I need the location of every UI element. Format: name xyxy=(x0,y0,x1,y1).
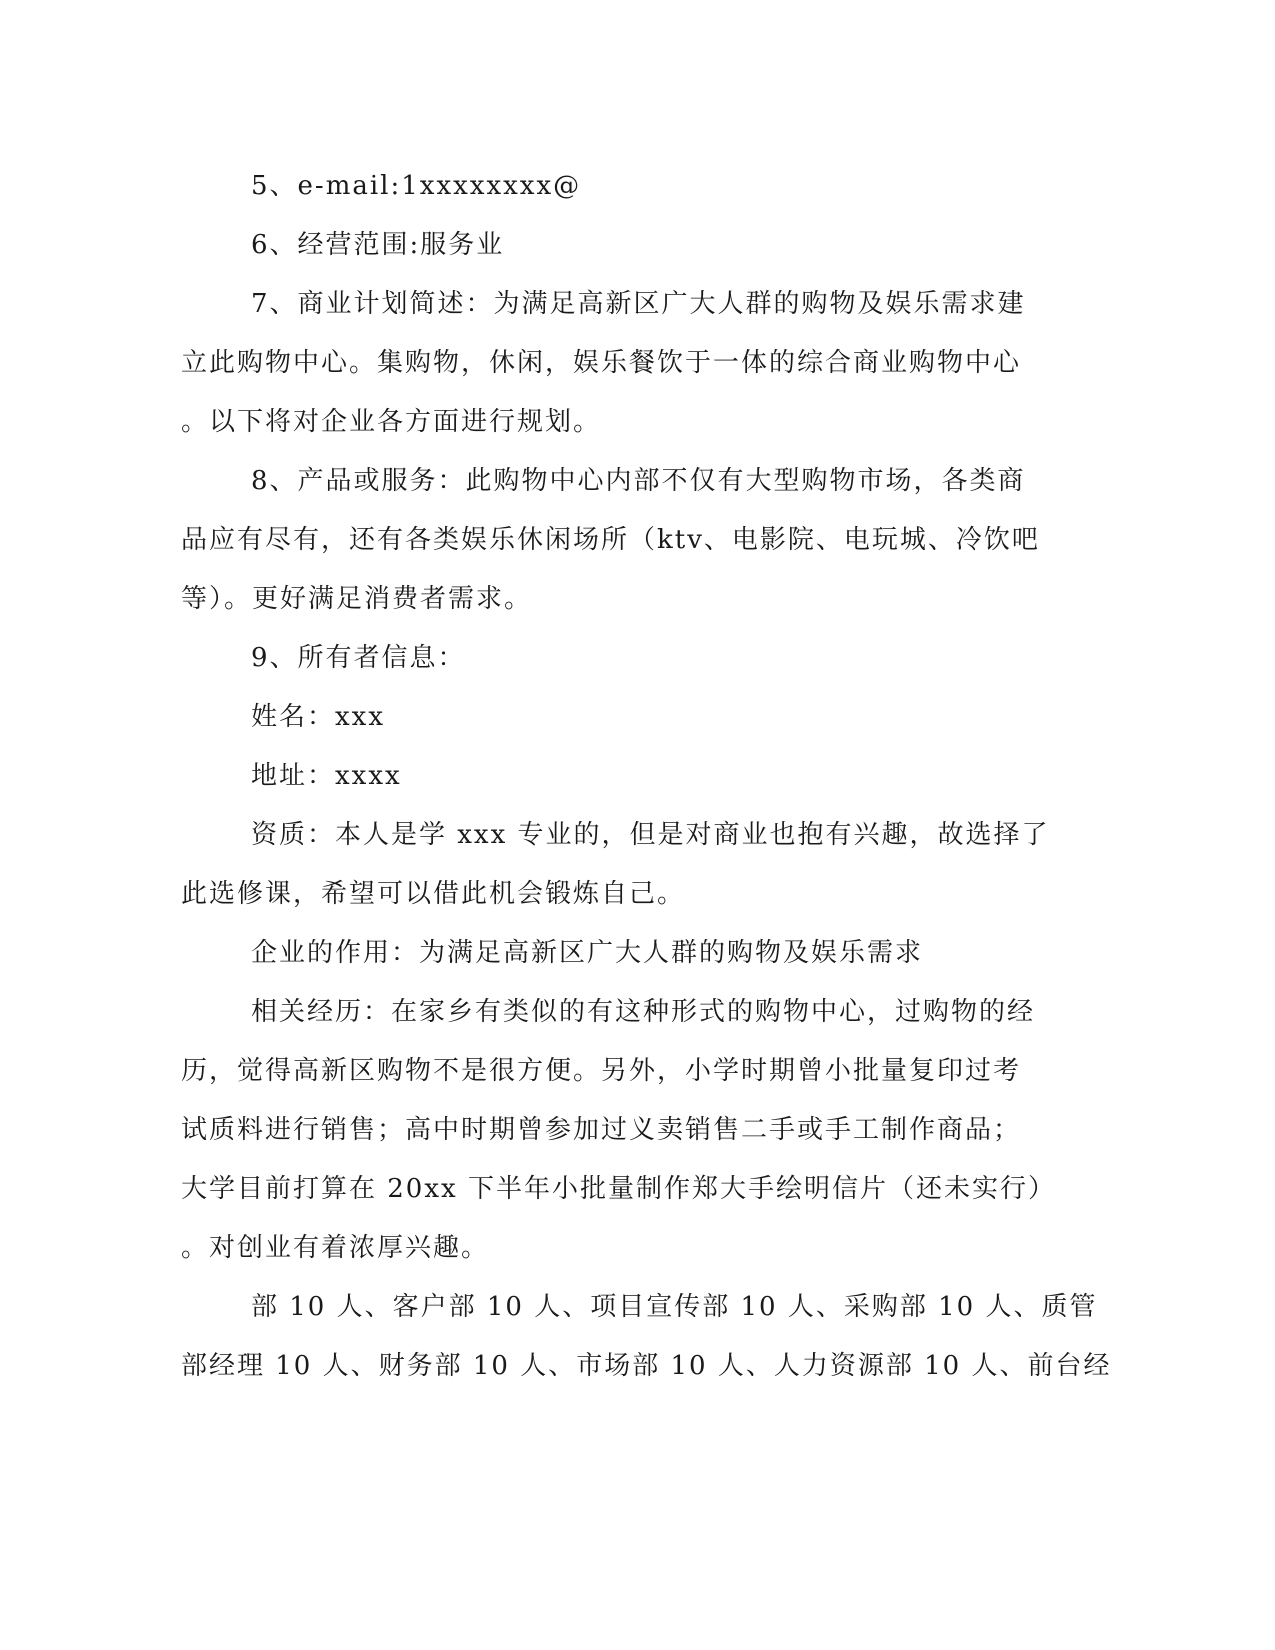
text-line: 品应有尽有，还有各类娱乐休闲场所（ktv、电影院、电玩城、冷饮吧 xyxy=(181,525,1040,555)
text-line: 此选修课，希望可以借此机会锻炼自己。 xyxy=(181,879,686,909)
text-line: 6、经营范围:服务业 xyxy=(251,230,505,260)
text-line: 部 10 人、客户部 10 人、项目宣传部 10 人、采购部 10 人、质管 xyxy=(251,1292,1098,1322)
text-line: 等）。更好满足消费者需求。 xyxy=(181,584,533,614)
text-line: 企业的作用：为满足高新区广大人群的购物及娱乐需求 xyxy=(251,938,924,968)
text-line: 部经理 10 人、财务部 10 人、市场部 10 人、人力资源部 10 人、前台经 xyxy=(181,1351,1112,1381)
text-line: 5、e-mail:1xxxxxxxx@ xyxy=(251,171,582,201)
text-line: 资质：本人是学 xxx 专业的，但是对商业也抱有兴趣，故选择了 xyxy=(251,820,1050,850)
text-line: 相关经历：在家乡有类似的有这种形式的购物中心，过购物的经 xyxy=(251,997,1036,1027)
text-line: 立此购物中心。集购物，休闲，娱乐餐饮于一体的综合商业购物中心 xyxy=(181,348,1022,378)
text-line: 8、产品或服务：此购物中心内部不仅有大型购物市场，各类商 xyxy=(251,466,1026,496)
text-line: 历，觉得高新区购物不是很方便。另外，小学时期曾小批量复印过考 xyxy=(181,1056,1022,1086)
text-line: 姓名：xxx xyxy=(251,702,385,732)
text-line: 。以下将对企业各方面进行规划。 xyxy=(181,407,602,437)
text-line: 9、所有者信息： xyxy=(251,643,466,673)
text-line: 大学目前打算在 20xx 下半年小批量制作郑大手绘明信片（还未实行） xyxy=(181,1174,1056,1204)
text-line: 试质料进行销售；高中时期曾参加过义卖销售二手或手工制作商品； xyxy=(181,1115,1022,1145)
text-line: 。对创业有着浓厚兴趣。 xyxy=(181,1233,490,1263)
text-line: 地址：xxxx xyxy=(251,761,402,791)
document-body xyxy=(181,157,1112,1396)
text-line: 7、商业计划简述：为满足高新区广大人群的购物及娱乐需求建 xyxy=(251,289,1026,319)
